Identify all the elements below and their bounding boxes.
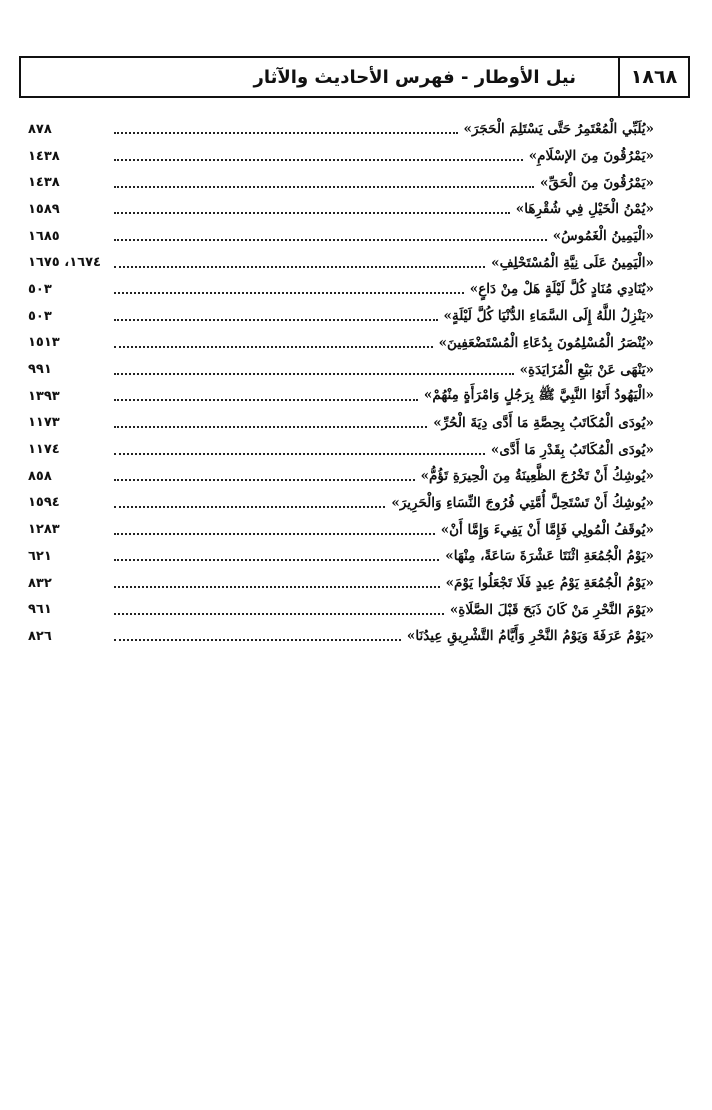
list-item [28, 143, 654, 170]
dot-leader [114, 346, 433, 348]
dot-leader [114, 159, 523, 161]
page-title: نيل الأوطار - فهرس الأحاديث والآثار [253, 66, 576, 88]
page-reference: ١٥١٣ [28, 335, 60, 351]
page-reference: ٨٧٨ [28, 121, 52, 137]
hadith-text: «الْيَهُودُ أَتَوُا النَّبِيَّ ﷺ بِرَجُلٍ وَامْرَأَةٍ مِنْهُمْ» [423, 387, 654, 404]
page-number: ١٨٦٨ [618, 58, 688, 96]
list-item [28, 276, 654, 303]
list-item [28, 436, 654, 463]
dot-leader [114, 533, 435, 535]
list-item [28, 330, 654, 357]
hadith-text: «الْيَمِينُ عَلَى نِيَّةِ الْمُسْتَحْلِفِ» [491, 254, 654, 271]
dot-leader [114, 586, 440, 588]
list-item [28, 623, 654, 650]
list-item [28, 543, 654, 570]
list-item [28, 356, 654, 383]
dot-leader [114, 426, 427, 428]
page-reference: ٥٠٣ [28, 308, 52, 324]
hadith-text: «يُنَادِي مُنَادٍ كُلَّ لَيْلَةٍ هَلْ مِنْ دَاعٍ» [469, 281, 654, 298]
page-reference: ١٦٧٤، ١٦٧٥ [28, 255, 101, 271]
dot-leader [114, 186, 534, 188]
hadith-text: «يَنْزِلُ اللَّهُ إِلَى السَّمَاءِ الدُّنْيَا كُلَّ لَيْلَةٍ» [443, 308, 654, 325]
list-item [28, 116, 654, 143]
hadith-index-list [28, 116, 654, 650]
list-item [28, 223, 654, 250]
list-item [28, 410, 654, 437]
hadith-text: «يَوْمُ الْجُمُعَةِ اثْنَتَا عَشْرَةَ سَاعَةً، مِنْهَا» [445, 548, 654, 565]
page-reference: ١١٧٤ [28, 442, 60, 458]
hadith-text: «يَوْمَ النَّحْرِ مَنْ كَانَ ذَبَحَ قَبْلَ الصَّلَاةِ» [449, 601, 654, 618]
page-reference: ١٤٣٨ [28, 175, 60, 191]
list-item [28, 249, 654, 276]
hadith-text: «يُودَى الْمُكَاتَبُ بِقَدْرِ مَا أَدَّى» [490, 441, 654, 458]
hadith-text: «يَمْرُقُونَ مِنَ الْحَقِّ» [540, 174, 654, 191]
dot-leader [114, 266, 485, 268]
page-reference: ٩٦١ [28, 602, 52, 618]
hadith-text: «يُنْصَرُ الْمُسْلِمُونَ بِدُعَاءِ الْمُسْتَضْعَفِينَ» [438, 334, 654, 351]
hadith-text: «يُوشِكُ أَنْ تَخْرُجَ الظَّعِينَةُ مِنَ الْحِيرَةِ تَؤُمُّ» [420, 468, 654, 485]
dot-leader [114, 613, 444, 615]
dot-leader [114, 132, 458, 134]
dot-leader [114, 319, 438, 321]
dot-leader [114, 212, 510, 214]
dot-leader [114, 399, 418, 401]
page-reference: ٥٠٣ [28, 281, 52, 297]
hadith-text: «يَوْمُ الْجُمُعَةِ يَوْمُ عِيدٍ فَلَا تَجْعَلُوا يَوْمَ» [445, 575, 654, 592]
page-header [19, 56, 690, 98]
dot-leader [114, 639, 401, 641]
list-item [28, 303, 654, 330]
page-reference: ٦٢١ [28, 548, 52, 564]
hadith-text: «يَمْرُقُونَ مِنَ الإسْلَامِ» [528, 148, 654, 165]
page-reference: ١٥٨٩ [28, 201, 60, 217]
page-reference: ٩٩١ [28, 362, 52, 378]
hadith-text: «يُوشِكُ أَنْ تَسْتَحِلَّ أُمَّتِي فُرُوجَ النِّسَاءِ وَالْحَرِيرَ» [391, 494, 654, 511]
page-reference: ٨٥٨ [28, 468, 52, 484]
dot-leader [114, 239, 547, 241]
page-reference: ١١٧٣ [28, 415, 60, 431]
list-item [28, 463, 654, 490]
hadith-text: «يُلَبِّي الْمُعْتَمِرُ حَتَّى يَسْتَلِمَ الْحَجَرَ» [463, 121, 654, 138]
dot-leader [114, 453, 485, 455]
list-item [28, 196, 654, 223]
hadith-text: «يَنْهَى عَنْ بَيْعِ الْمُزَايَدَةِ» [519, 361, 654, 378]
list-item [28, 383, 654, 410]
page-reference: ١٢٨٣ [28, 522, 60, 538]
list-item [28, 169, 654, 196]
list-item [28, 596, 654, 623]
hadith-text: «يُمْنُ الْخَيْلِ فِي شُقْرِهَا» [515, 201, 654, 218]
list-item [28, 570, 654, 597]
hadith-text: «يُوقَفُ الْمُولِي فَإِمَّا أَنْ يَفِيءَ وَإِمَّا أَنْ» [440, 521, 654, 538]
dot-leader [114, 559, 439, 561]
hadith-text: «الْيَمِينُ الْغَمُوسُ» [552, 228, 654, 245]
page-reference: ٨٢٦ [28, 628, 52, 644]
list-item [28, 490, 654, 517]
dot-leader [114, 506, 385, 508]
page-reference: ١٥٩٤ [28, 495, 60, 511]
page-reference: ١٤٣٨ [28, 148, 60, 164]
dot-leader [114, 373, 514, 375]
dot-leader [114, 479, 415, 481]
list-item [28, 516, 654, 543]
dot-leader [114, 292, 464, 294]
hadith-text: «يَوْمُ عَرَفَةَ وَيَوْمُ النَّحْرِ وَأَيَّامُ التَّشْرِيقِ عِيدُنَا» [406, 628, 654, 645]
page-reference: ١٣٩٣ [28, 388, 60, 404]
hadith-text: «يُودَى الْمُكَاتَبُ بِحِصَّةِ مَا أَدَّى دِيَةَ الْحُرِّ» [433, 414, 654, 431]
page-reference: ٨٣٢ [28, 575, 52, 591]
page-reference: ١٦٨٥ [28, 228, 60, 244]
